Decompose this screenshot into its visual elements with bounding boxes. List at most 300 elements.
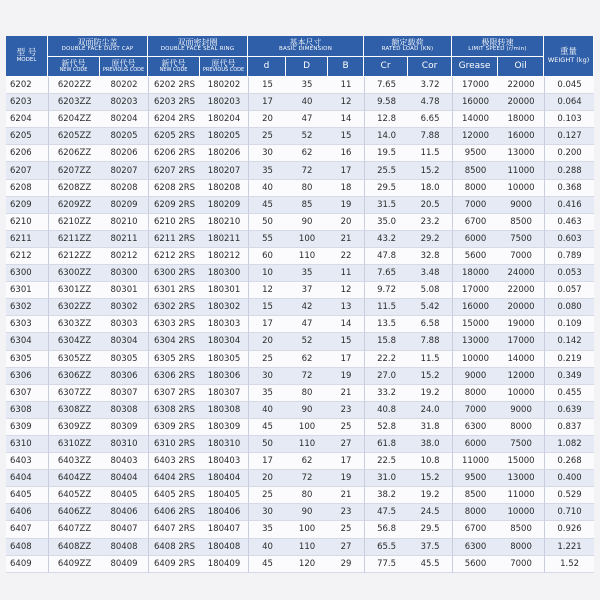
cell-oil-speed: 8500 bbox=[498, 521, 544, 538]
cell-model: 6202 bbox=[6, 77, 48, 94]
cell-seal-ring-previous-code: 180304 bbox=[200, 333, 248, 350]
cell-width-b: 14 bbox=[328, 111, 364, 128]
cell-oil-speed: 24000 bbox=[498, 265, 544, 282]
cell-outer-d: 52 bbox=[286, 128, 328, 145]
cell-cr: 25.5 bbox=[364, 162, 408, 179]
cell-seal-ring-previous-code: 180406 bbox=[200, 504, 248, 521]
cell-model: 6403 bbox=[6, 453, 48, 470]
cell-seal-ring-new-code: 6403 2RS bbox=[148, 453, 200, 470]
cell-cor: 3.72 bbox=[408, 77, 452, 94]
cell-weight: 0.288 bbox=[544, 162, 594, 179]
cell-model: 6203 bbox=[6, 94, 48, 111]
cell-dust-cap-previous-code: 80309 bbox=[100, 419, 148, 436]
table-row bbox=[6, 556, 594, 573]
cell-outer-d: 72 bbox=[286, 368, 328, 385]
cell-grease-speed: 8500 bbox=[452, 162, 498, 179]
cell-seal-ring-new-code: 6211 2RS bbox=[148, 231, 200, 248]
cell-dust-cap-new-code: 6310ZZ bbox=[48, 436, 100, 453]
cell-cor: 15.2 bbox=[408, 368, 452, 385]
cell-cor: 5.42 bbox=[408, 299, 452, 316]
cell-inner-d: 50 bbox=[248, 214, 286, 231]
cell-oil-speed: 14000 bbox=[498, 351, 544, 368]
header-weight: 重量 WEIGHT (kg) bbox=[544, 36, 594, 77]
cell-dust-cap-previous-code: 80300 bbox=[100, 265, 148, 282]
cell-weight: 0.368 bbox=[544, 180, 594, 197]
cell-outer-d: 47 bbox=[286, 316, 328, 333]
cell-width-b: 23 bbox=[328, 402, 364, 419]
cell-width-b: 13 bbox=[328, 299, 364, 316]
cell-outer-d: 42 bbox=[286, 299, 328, 316]
cell-seal-ring-new-code: 6404 2RS bbox=[148, 470, 200, 487]
header-d-inner: d bbox=[248, 57, 286, 77]
cell-oil-speed: 18000 bbox=[498, 111, 544, 128]
cell-inner-d: 15 bbox=[248, 77, 286, 94]
cell-weight: 0.463 bbox=[544, 214, 594, 231]
cell-weight: 0.200 bbox=[544, 145, 594, 162]
cell-oil-speed: 15000 bbox=[498, 453, 544, 470]
cell-weight: 0.064 bbox=[544, 94, 594, 111]
cell-model: 6208 bbox=[6, 180, 48, 197]
cell-grease-speed: 17000 bbox=[452, 77, 498, 94]
cell-dust-cap-previous-code: 80208 bbox=[100, 180, 148, 197]
cell-seal-ring-previous-code: 180409 bbox=[200, 556, 248, 573]
cell-weight: 0.837 bbox=[544, 419, 594, 436]
cell-weight: 0.045 bbox=[544, 77, 594, 94]
header-basic-dimension: 基本尺寸 BASIC DIMENSION bbox=[248, 36, 364, 57]
cell-cr: 11.5 bbox=[364, 299, 408, 316]
cell-dust-cap-previous-code: 80212 bbox=[100, 248, 148, 265]
cell-seal-ring-new-code: 6202 2RS bbox=[148, 77, 200, 94]
cell-outer-d: 72 bbox=[286, 162, 328, 179]
cell-cr: 31.0 bbox=[364, 470, 408, 487]
header-cr: Cr bbox=[364, 57, 408, 77]
cell-dust-cap-previous-code: 80202 bbox=[100, 77, 148, 94]
table-row bbox=[6, 402, 594, 419]
cell-inner-d: 17 bbox=[248, 316, 286, 333]
bearing-spec-table bbox=[6, 36, 594, 573]
cell-seal-ring-previous-code: 180210 bbox=[200, 214, 248, 231]
cell-weight: 1.52 bbox=[544, 556, 594, 573]
cell-seal-ring-previous-code: 180407 bbox=[200, 521, 248, 538]
cell-weight: 0.416 bbox=[544, 197, 594, 214]
cell-seal-ring-previous-code: 180208 bbox=[200, 180, 248, 197]
cell-dust-cap-new-code: 6212ZZ bbox=[48, 248, 100, 265]
cell-seal-ring-previous-code: 180211 bbox=[200, 231, 248, 248]
table-row bbox=[6, 128, 594, 145]
cell-seal-ring-new-code: 6206 2RS bbox=[148, 145, 200, 162]
cell-cor: 19.2 bbox=[408, 385, 452, 402]
cell-seal-ring-new-code: 6207 2RS bbox=[148, 162, 200, 179]
cell-outer-d: 35 bbox=[286, 265, 328, 282]
cell-dust-cap-previous-code: 80209 bbox=[100, 197, 148, 214]
cell-weight: 0.109 bbox=[544, 316, 594, 333]
cell-model: 6305 bbox=[6, 351, 48, 368]
cell-seal-ring-previous-code: 180205 bbox=[200, 128, 248, 145]
cell-outer-d: 40 bbox=[286, 94, 328, 111]
cell-oil-speed: 13000 bbox=[498, 470, 544, 487]
cell-dust-cap-new-code: 6211ZZ bbox=[48, 231, 100, 248]
cell-weight: 0.639 bbox=[544, 402, 594, 419]
cell-model: 6210 bbox=[6, 214, 48, 231]
header-oil: Oil bbox=[498, 57, 544, 77]
cell-dust-cap-previous-code: 80303 bbox=[100, 316, 148, 333]
cell-dust-cap-previous-code: 80210 bbox=[100, 214, 148, 231]
cell-outer-d: 90 bbox=[286, 504, 328, 521]
cell-seal-ring-previous-code: 180405 bbox=[200, 487, 248, 504]
cell-dust-cap-new-code: 6207ZZ bbox=[48, 162, 100, 179]
cell-oil-speed: 9000 bbox=[498, 197, 544, 214]
cell-dust-cap-previous-code: 80407 bbox=[100, 521, 148, 538]
cell-seal-ring-previous-code: 180303 bbox=[200, 316, 248, 333]
cell-inner-d: 30 bbox=[248, 504, 286, 521]
cell-cor: 37.5 bbox=[408, 539, 452, 556]
cell-dust-cap-new-code: 6407ZZ bbox=[48, 521, 100, 538]
cell-grease-speed: 9000 bbox=[452, 368, 498, 385]
cell-inner-d: 40 bbox=[248, 539, 286, 556]
cell-cor: 23.2 bbox=[408, 214, 452, 231]
cell-oil-speed: 20000 bbox=[498, 299, 544, 316]
cell-seal-ring-new-code: 6303 2RS bbox=[148, 316, 200, 333]
cell-dust-cap-previous-code: 80308 bbox=[100, 402, 148, 419]
cell-cr: 22.5 bbox=[364, 453, 408, 470]
cell-dust-cap-new-code: 6206ZZ bbox=[48, 145, 100, 162]
cell-inner-d: 15 bbox=[248, 299, 286, 316]
cell-dust-cap-previous-code: 80206 bbox=[100, 145, 148, 162]
cell-oil-speed: 8000 bbox=[498, 419, 544, 436]
cell-weight: 0.127 bbox=[544, 128, 594, 145]
cell-grease-speed: 6300 bbox=[452, 419, 498, 436]
cell-dust-cap-previous-code: 80301 bbox=[100, 282, 148, 299]
cell-cor: 29.2 bbox=[408, 231, 452, 248]
cell-model: 6209 bbox=[6, 197, 48, 214]
cell-outer-d: 100 bbox=[286, 419, 328, 436]
cell-width-b: 16 bbox=[328, 145, 364, 162]
cell-outer-d: 62 bbox=[286, 351, 328, 368]
cell-outer-d: 35 bbox=[286, 77, 328, 94]
cell-weight: 0.142 bbox=[544, 333, 594, 350]
cell-cor: 7.88 bbox=[408, 333, 452, 350]
cell-inner-d: 20 bbox=[248, 111, 286, 128]
cell-dust-cap-previous-code: 80205 bbox=[100, 128, 148, 145]
cell-dust-cap-new-code: 6208ZZ bbox=[48, 180, 100, 197]
cell-outer-d: 100 bbox=[286, 521, 328, 538]
table-row bbox=[6, 419, 594, 436]
cell-dust-cap-previous-code: 80404 bbox=[100, 470, 148, 487]
cell-dust-cap-new-code: 6302ZZ bbox=[48, 299, 100, 316]
cell-cor: 31.8 bbox=[408, 419, 452, 436]
header-rated-load: 额定载荷 RATED LOAD (KN) bbox=[364, 36, 452, 57]
cell-weight: 0.529 bbox=[544, 487, 594, 504]
cell-grease-speed: 16000 bbox=[452, 299, 498, 316]
cell-width-b: 17 bbox=[328, 351, 364, 368]
cell-outer-d: 120 bbox=[286, 556, 328, 573]
cell-dust-cap-previous-code: 80304 bbox=[100, 333, 148, 350]
cell-weight: 0.103 bbox=[544, 111, 594, 128]
cell-dust-cap-previous-code: 80403 bbox=[100, 453, 148, 470]
cell-cor: 45.5 bbox=[408, 556, 452, 573]
cell-weight: 0.057 bbox=[544, 282, 594, 299]
cell-grease-speed: 9500 bbox=[452, 145, 498, 162]
cell-outer-d: 110 bbox=[286, 539, 328, 556]
cell-outer-d: 80 bbox=[286, 385, 328, 402]
cell-grease-speed: 5600 bbox=[452, 556, 498, 573]
cell-model: 6309 bbox=[6, 419, 48, 436]
cell-dust-cap-previous-code: 80207 bbox=[100, 162, 148, 179]
cell-inner-d: 25 bbox=[248, 351, 286, 368]
cell-dust-cap-new-code: 6203ZZ bbox=[48, 94, 100, 111]
cell-outer-d: 62 bbox=[286, 453, 328, 470]
cell-model: 6307 bbox=[6, 385, 48, 402]
cell-grease-speed: 11000 bbox=[452, 453, 498, 470]
cell-cr: 29.5 bbox=[364, 180, 408, 197]
cell-seal-ring-previous-code: 180207 bbox=[200, 162, 248, 179]
cell-grease-speed: 6700 bbox=[452, 521, 498, 538]
cell-width-b: 11 bbox=[328, 265, 364, 282]
cell-outer-d: 37 bbox=[286, 282, 328, 299]
cell-dust-cap-new-code: 6408ZZ bbox=[48, 539, 100, 556]
cell-grease-speed: 12000 bbox=[452, 128, 498, 145]
cell-model: 6406 bbox=[6, 504, 48, 521]
table-row bbox=[6, 316, 594, 333]
cell-cr: 7.65 bbox=[364, 265, 408, 282]
cell-inner-d: 45 bbox=[248, 419, 286, 436]
cell-seal-ring-previous-code: 180203 bbox=[200, 94, 248, 111]
cell-dust-cap-previous-code: 80310 bbox=[100, 436, 148, 453]
cell-width-b: 20 bbox=[328, 214, 364, 231]
cell-outer-d: 85 bbox=[286, 197, 328, 214]
cell-grease-speed: 6300 bbox=[452, 539, 498, 556]
cell-width-b: 22 bbox=[328, 248, 364, 265]
cell-seal-ring-new-code: 6406 2RS bbox=[148, 504, 200, 521]
cell-dust-cap-previous-code: 80307 bbox=[100, 385, 148, 402]
cell-outer-d: 100 bbox=[286, 231, 328, 248]
cell-outer-d: 90 bbox=[286, 214, 328, 231]
cell-oil-speed: 7000 bbox=[498, 248, 544, 265]
header-b-width: B bbox=[328, 57, 364, 77]
cell-weight: 0.603 bbox=[544, 231, 594, 248]
cell-cr: 33.2 bbox=[364, 385, 408, 402]
cell-seal-ring-previous-code: 180202 bbox=[200, 77, 248, 94]
cell-seal-ring-new-code: 6208 2RS bbox=[148, 180, 200, 197]
cell-model: 6408 bbox=[6, 539, 48, 556]
cell-cor: 24.5 bbox=[408, 504, 452, 521]
cell-model: 6404 bbox=[6, 470, 48, 487]
header-limit-speed: 极限转速 LIMIT SPEED (r/min) bbox=[452, 36, 544, 57]
header-seal-ring-new-code: 新代号 NEW CODE bbox=[148, 57, 200, 77]
table-body bbox=[6, 77, 594, 573]
cell-grease-speed: 8000 bbox=[452, 504, 498, 521]
cell-cr: 13.5 bbox=[364, 316, 408, 333]
cell-cr: 52.8 bbox=[364, 419, 408, 436]
cell-grease-speed: 8000 bbox=[452, 385, 498, 402]
cell-inner-d: 60 bbox=[248, 248, 286, 265]
table-row bbox=[6, 368, 594, 385]
cell-width-b: 19 bbox=[328, 368, 364, 385]
cell-width-b: 21 bbox=[328, 231, 364, 248]
cell-seal-ring-previous-code: 180408 bbox=[200, 539, 248, 556]
table-row bbox=[6, 351, 594, 368]
cell-inner-d: 35 bbox=[248, 521, 286, 538]
cell-inner-d: 20 bbox=[248, 333, 286, 350]
cell-dust-cap-new-code: 6202ZZ bbox=[48, 77, 100, 94]
cell-outer-d: 80 bbox=[286, 180, 328, 197]
cell-seal-ring-new-code: 6209 2RS bbox=[148, 197, 200, 214]
cell-seal-ring-previous-code: 180403 bbox=[200, 453, 248, 470]
cell-cr: 40.8 bbox=[364, 402, 408, 419]
cell-outer-d: 47 bbox=[286, 111, 328, 128]
cell-seal-ring-previous-code: 180302 bbox=[200, 299, 248, 316]
cell-grease-speed: 17000 bbox=[452, 282, 498, 299]
cell-cor: 3.48 bbox=[408, 265, 452, 282]
cell-cr: 47.8 bbox=[364, 248, 408, 265]
cell-inner-d: 20 bbox=[248, 470, 286, 487]
cell-dust-cap-previous-code: 80211 bbox=[100, 231, 148, 248]
cell-outer-d: 72 bbox=[286, 470, 328, 487]
cell-oil-speed: 10000 bbox=[498, 385, 544, 402]
cell-weight: 0.053 bbox=[544, 265, 594, 282]
cell-inner-d: 35 bbox=[248, 385, 286, 402]
cell-oil-speed: 11000 bbox=[498, 162, 544, 179]
cell-cr: 47.5 bbox=[364, 504, 408, 521]
cell-inner-d: 25 bbox=[248, 487, 286, 504]
cell-grease-speed: 8500 bbox=[452, 487, 498, 504]
cell-grease-speed: 7000 bbox=[452, 197, 498, 214]
cell-cr: 19.5 bbox=[364, 145, 408, 162]
cell-seal-ring-new-code: 6305 2RS bbox=[148, 351, 200, 368]
cell-seal-ring-new-code: 6310 2RS bbox=[148, 436, 200, 453]
cell-oil-speed: 11000 bbox=[498, 487, 544, 504]
cell-dust-cap-new-code: 6306ZZ bbox=[48, 368, 100, 385]
cell-dust-cap-new-code: 6406ZZ bbox=[48, 504, 100, 521]
cell-cor: 7.88 bbox=[408, 128, 452, 145]
cell-width-b: 12 bbox=[328, 94, 364, 111]
cell-model: 6212 bbox=[6, 248, 48, 265]
cell-weight: 0.789 bbox=[544, 248, 594, 265]
cell-width-b: 21 bbox=[328, 487, 364, 504]
cell-inner-d: 55 bbox=[248, 231, 286, 248]
cell-inner-d: 30 bbox=[248, 145, 286, 162]
cell-grease-speed: 14000 bbox=[452, 111, 498, 128]
cell-dust-cap-new-code: 6403ZZ bbox=[48, 453, 100, 470]
table-row bbox=[6, 77, 594, 94]
cell-inner-d: 12 bbox=[248, 282, 286, 299]
header-cor: Cor bbox=[408, 57, 452, 77]
cell-dust-cap-previous-code: 80204 bbox=[100, 111, 148, 128]
cell-seal-ring-new-code: 6307 2RS bbox=[148, 385, 200, 402]
cell-dust-cap-new-code: 6204ZZ bbox=[48, 111, 100, 128]
cell-seal-ring-previous-code: 180206 bbox=[200, 145, 248, 162]
cell-weight: 0.926 bbox=[544, 521, 594, 538]
cell-oil-speed: 9000 bbox=[498, 402, 544, 419]
header-model: 型 号 MODEL bbox=[6, 36, 48, 77]
cell-cor: 15.2 bbox=[408, 470, 452, 487]
cell-oil-speed: 10000 bbox=[498, 180, 544, 197]
cell-inner-d: 30 bbox=[248, 368, 286, 385]
cell-weight: 0.080 bbox=[544, 299, 594, 316]
cell-dust-cap-previous-code: 80406 bbox=[100, 504, 148, 521]
cell-width-b: 17 bbox=[328, 162, 364, 179]
cell-dust-cap-previous-code: 80203 bbox=[100, 94, 148, 111]
table-row bbox=[6, 231, 594, 248]
cell-seal-ring-previous-code: 180404 bbox=[200, 470, 248, 487]
cell-cor: 24.0 bbox=[408, 402, 452, 419]
cell-dust-cap-new-code: 6405ZZ bbox=[48, 487, 100, 504]
cell-width-b: 18 bbox=[328, 180, 364, 197]
cell-model: 6310 bbox=[6, 436, 48, 453]
cell-model: 6409 bbox=[6, 556, 48, 573]
cell-dust-cap-new-code: 6209ZZ bbox=[48, 197, 100, 214]
cell-cr: 38.2 bbox=[364, 487, 408, 504]
cell-oil-speed: 20000 bbox=[498, 94, 544, 111]
cell-inner-d: 45 bbox=[248, 556, 286, 573]
cell-width-b: 19 bbox=[328, 470, 364, 487]
cell-seal-ring-new-code: 6409 2RS bbox=[148, 556, 200, 573]
table-row bbox=[6, 504, 594, 521]
cell-seal-ring-previous-code: 180301 bbox=[200, 282, 248, 299]
cell-cor: 29.5 bbox=[408, 521, 452, 538]
cell-dust-cap-new-code: 6210ZZ bbox=[48, 214, 100, 231]
cell-dust-cap-new-code: 6308ZZ bbox=[48, 402, 100, 419]
cell-grease-speed: 16000 bbox=[452, 94, 498, 111]
cell-cor: 19.2 bbox=[408, 487, 452, 504]
cell-dust-cap-previous-code: 80302 bbox=[100, 299, 148, 316]
cell-model: 6211 bbox=[6, 231, 48, 248]
cell-outer-d: 80 bbox=[286, 487, 328, 504]
cell-model: 6207 bbox=[6, 162, 48, 179]
cell-cr: 43.2 bbox=[364, 231, 408, 248]
header-dust-cap-previous-code: 原代号 PREVIOUS CODE bbox=[100, 57, 148, 77]
table-row bbox=[6, 487, 594, 504]
cell-oil-speed: 12000 bbox=[498, 368, 544, 385]
cell-seal-ring-new-code: 6300 2RS bbox=[148, 265, 200, 282]
cell-cor: 10.8 bbox=[408, 453, 452, 470]
cell-cr: 7.65 bbox=[364, 77, 408, 94]
cell-oil-speed: 13000 bbox=[498, 145, 544, 162]
cell-cor: 6.58 bbox=[408, 316, 452, 333]
cell-weight: 0.349 bbox=[544, 368, 594, 385]
cell-seal-ring-new-code: 6204 2RS bbox=[148, 111, 200, 128]
cell-grease-speed: 8000 bbox=[452, 180, 498, 197]
cell-oil-speed: 22000 bbox=[498, 77, 544, 94]
cell-cor: 38.0 bbox=[408, 436, 452, 453]
cell-seal-ring-new-code: 6301 2RS bbox=[148, 282, 200, 299]
cell-grease-speed: 9500 bbox=[452, 470, 498, 487]
cell-cor: 11.5 bbox=[408, 145, 452, 162]
cell-weight: 0.400 bbox=[544, 470, 594, 487]
cell-model: 6304 bbox=[6, 333, 48, 350]
cell-grease-speed: 5600 bbox=[452, 248, 498, 265]
header-dust-cap: 双面防尘盖 DOUBLE FACE DUST CAP bbox=[48, 36, 148, 57]
cell-grease-speed: 6700 bbox=[452, 214, 498, 231]
cell-seal-ring-new-code: 6302 2RS bbox=[148, 299, 200, 316]
cell-seal-ring-previous-code: 180212 bbox=[200, 248, 248, 265]
cell-model: 6308 bbox=[6, 402, 48, 419]
cell-weight: 0.268 bbox=[544, 453, 594, 470]
cell-seal-ring-new-code: 6408 2RS bbox=[148, 539, 200, 556]
table-row bbox=[6, 299, 594, 316]
cell-oil-speed: 16000 bbox=[498, 128, 544, 145]
cell-dust-cap-new-code: 6307ZZ bbox=[48, 385, 100, 402]
cell-cr: 22.2 bbox=[364, 351, 408, 368]
cell-seal-ring-previous-code: 180204 bbox=[200, 111, 248, 128]
table-row bbox=[6, 111, 594, 128]
cell-oil-speed: 8000 bbox=[498, 539, 544, 556]
cell-width-b: 17 bbox=[328, 453, 364, 470]
cell-outer-d: 62 bbox=[286, 145, 328, 162]
cell-seal-ring-previous-code: 180307 bbox=[200, 385, 248, 402]
table-row bbox=[6, 436, 594, 453]
cell-width-b: 23 bbox=[328, 504, 364, 521]
